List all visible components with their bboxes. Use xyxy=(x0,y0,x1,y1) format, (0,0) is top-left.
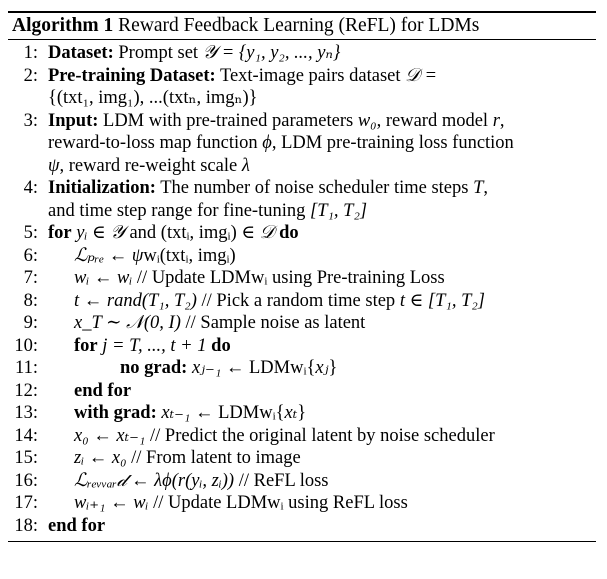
math: 𝒟 = xyxy=(405,65,437,86)
algorithm-line xyxy=(8,245,596,268)
line-text xyxy=(74,245,590,268)
line-text xyxy=(74,492,590,515)
line-text xyxy=(48,65,590,88)
algorithm-line xyxy=(8,447,596,470)
keyword: Dataset: xyxy=(48,43,114,63)
math: t ∈ [T₁, T₂] xyxy=(399,290,485,311)
line-number: 18: xyxy=(14,515,38,536)
math: T xyxy=(473,178,484,198)
algorithm-line xyxy=(8,470,596,493)
line-text xyxy=(74,267,590,290)
line-text xyxy=(48,110,590,133)
text: reward-to-loss map function xyxy=(48,133,263,153)
line-number: 5: xyxy=(23,223,38,243)
text: ← LDMwᵢ{ xyxy=(221,358,316,378)
math: x_T ∼ 𝒩(0, I) xyxy=(74,313,181,333)
text: } xyxy=(297,403,307,423)
line-text xyxy=(74,402,590,425)
keyword: Pre-training Dataset: xyxy=(48,65,216,86)
keyword: end for xyxy=(74,380,132,401)
text: ← LDMwᵢ{ xyxy=(190,403,285,423)
algorithm-line xyxy=(8,402,596,425)
text: // Update LDMwᵢ using ReFL loss xyxy=(148,493,408,513)
text: and (txtᵢ, imgᵢ) ∈ xyxy=(124,223,260,243)
keyword: for xyxy=(74,335,98,356)
math: λ xyxy=(241,155,250,176)
text: , xyxy=(483,178,489,198)
line-number: 7: xyxy=(23,268,38,288)
line-text xyxy=(120,357,590,380)
text: } xyxy=(328,358,338,378)
math: ℒᵣₑᵥᵥₐᵣ𝒹 ← λϕ(r(yᵢ, zᵢ)) xyxy=(74,470,235,491)
algorithm-box xyxy=(8,11,596,542)
line-number: 10: xyxy=(14,335,38,356)
text: // ReFL loss xyxy=(234,470,329,491)
math: x₀ ← xₜ₋₁ xyxy=(74,425,146,446)
line-text xyxy=(48,155,590,178)
line-text xyxy=(48,87,590,110)
algorithm-line xyxy=(8,42,596,65)
algorithm-line xyxy=(8,110,596,133)
algorithm-line xyxy=(8,87,596,110)
math: ϕ xyxy=(262,133,272,153)
algorithm-line xyxy=(8,132,596,155)
algorithm-line xyxy=(8,155,596,178)
algorithm-line xyxy=(8,515,596,538)
text: // Update LDMwᵢ using Pre-training Loss xyxy=(132,268,445,288)
algorithm-line xyxy=(8,357,596,380)
line-number: 13: xyxy=(14,403,38,423)
text: {(txt₁, img₁), ...(txtₙ, imgₙ)} xyxy=(48,88,258,108)
algorithm-caption xyxy=(8,13,596,39)
line-text xyxy=(48,177,590,200)
line-number: 8: xyxy=(23,290,38,311)
line-text xyxy=(74,447,590,470)
math: t ← rand(T₁, T₂) xyxy=(74,290,197,311)
line-number: 6: xyxy=(23,245,38,266)
math: xₜ₋₁ xyxy=(161,403,191,423)
text: , xyxy=(499,110,505,131)
algorithm-line xyxy=(8,492,596,515)
text: , reward re-weight scale xyxy=(59,155,242,176)
math: xⱼ xyxy=(315,358,329,378)
line-text xyxy=(74,425,590,448)
keyword: no grad: xyxy=(120,358,188,378)
algorithm-line xyxy=(8,312,596,335)
algorithm-line xyxy=(8,65,596,88)
text: // Pick a random time step xyxy=(196,290,400,311)
text: Text-image pairs dataset xyxy=(215,65,406,86)
line-number: 17: xyxy=(14,493,38,513)
text: // From latent to image xyxy=(126,448,301,468)
text: LDM with pre-trained parameters xyxy=(98,110,358,131)
line-text xyxy=(74,470,590,493)
line-number: 3: xyxy=(23,110,38,131)
algorithm-line xyxy=(8,177,596,200)
math: yᵢ ∈ 𝒴 xyxy=(76,223,125,243)
line-number: 15: xyxy=(14,448,38,468)
algorithm-lines xyxy=(8,40,596,537)
line-text xyxy=(74,380,590,403)
keyword: do xyxy=(211,335,231,356)
bottom-rule xyxy=(8,541,596,542)
math: wᵢ₊₁ ← wᵢ xyxy=(74,493,149,513)
math: w₀ xyxy=(357,110,377,131)
text: , reward model xyxy=(376,110,493,131)
line-number: 2: xyxy=(23,65,38,86)
math: xⱼ₋₁ xyxy=(191,358,222,378)
keyword: for xyxy=(48,223,72,243)
algorithm-line xyxy=(8,290,596,313)
algorithm-line xyxy=(8,380,596,403)
algorithm-line xyxy=(8,222,596,245)
math: ℒₚᵣₑ ← ψ xyxy=(74,245,144,266)
math: wᵢ ← wᵢ xyxy=(74,268,133,288)
math: xₜ xyxy=(284,403,298,423)
line-text xyxy=(48,222,590,245)
line-number: 11: xyxy=(15,358,38,378)
math: zᵢ ← x₀ xyxy=(74,448,127,468)
math: 𝒴 = {y₁, y₂, ..., yₙ} xyxy=(202,43,341,63)
math: j = T, ..., t + 1 xyxy=(102,335,207,356)
algorithm-title: Reward Feedback Learning (ReFL) for LDMs xyxy=(118,15,480,36)
math: [T₁, T₂] xyxy=(310,200,368,221)
line-text xyxy=(48,515,590,538)
text: // Sample noise as latent xyxy=(180,313,366,333)
line-text xyxy=(48,42,590,65)
math: ψ xyxy=(48,155,60,176)
keyword: do xyxy=(279,223,299,243)
math: r xyxy=(492,110,500,131)
line-number: 16: xyxy=(14,470,38,491)
algorithm-line xyxy=(8,200,596,223)
line-number: 1: xyxy=(23,43,38,63)
algorithm-line xyxy=(8,335,596,358)
line-text xyxy=(48,132,590,155)
line-text xyxy=(48,200,590,223)
algorithm-label: Algorithm 1 xyxy=(12,15,114,36)
keyword: Initialization: xyxy=(48,178,156,198)
text: The number of noise scheduler time steps xyxy=(155,178,474,198)
keyword: end for xyxy=(48,515,106,536)
text: Prompt set xyxy=(113,43,203,63)
line-text xyxy=(74,312,590,335)
text: , LDM pre-training loss function xyxy=(271,133,514,153)
keyword: with grad: xyxy=(74,403,157,423)
line-number: 12: xyxy=(14,380,38,401)
keyword: Input: xyxy=(48,110,99,131)
line-number: 14: xyxy=(14,425,38,446)
algorithm-line xyxy=(8,425,596,448)
line-text xyxy=(74,335,590,358)
line-number: 9: xyxy=(23,313,38,333)
algorithm-line xyxy=(8,267,596,290)
math: 𝒟 xyxy=(259,223,275,243)
text: wᵢ(txtᵢ, imgᵢ) xyxy=(143,245,236,266)
text: // Predict the original latent by noise scheduler xyxy=(145,425,495,446)
line-text xyxy=(74,290,590,313)
line-number: 4: xyxy=(23,178,38,198)
text: and time step range for fine-tuning xyxy=(48,200,310,221)
